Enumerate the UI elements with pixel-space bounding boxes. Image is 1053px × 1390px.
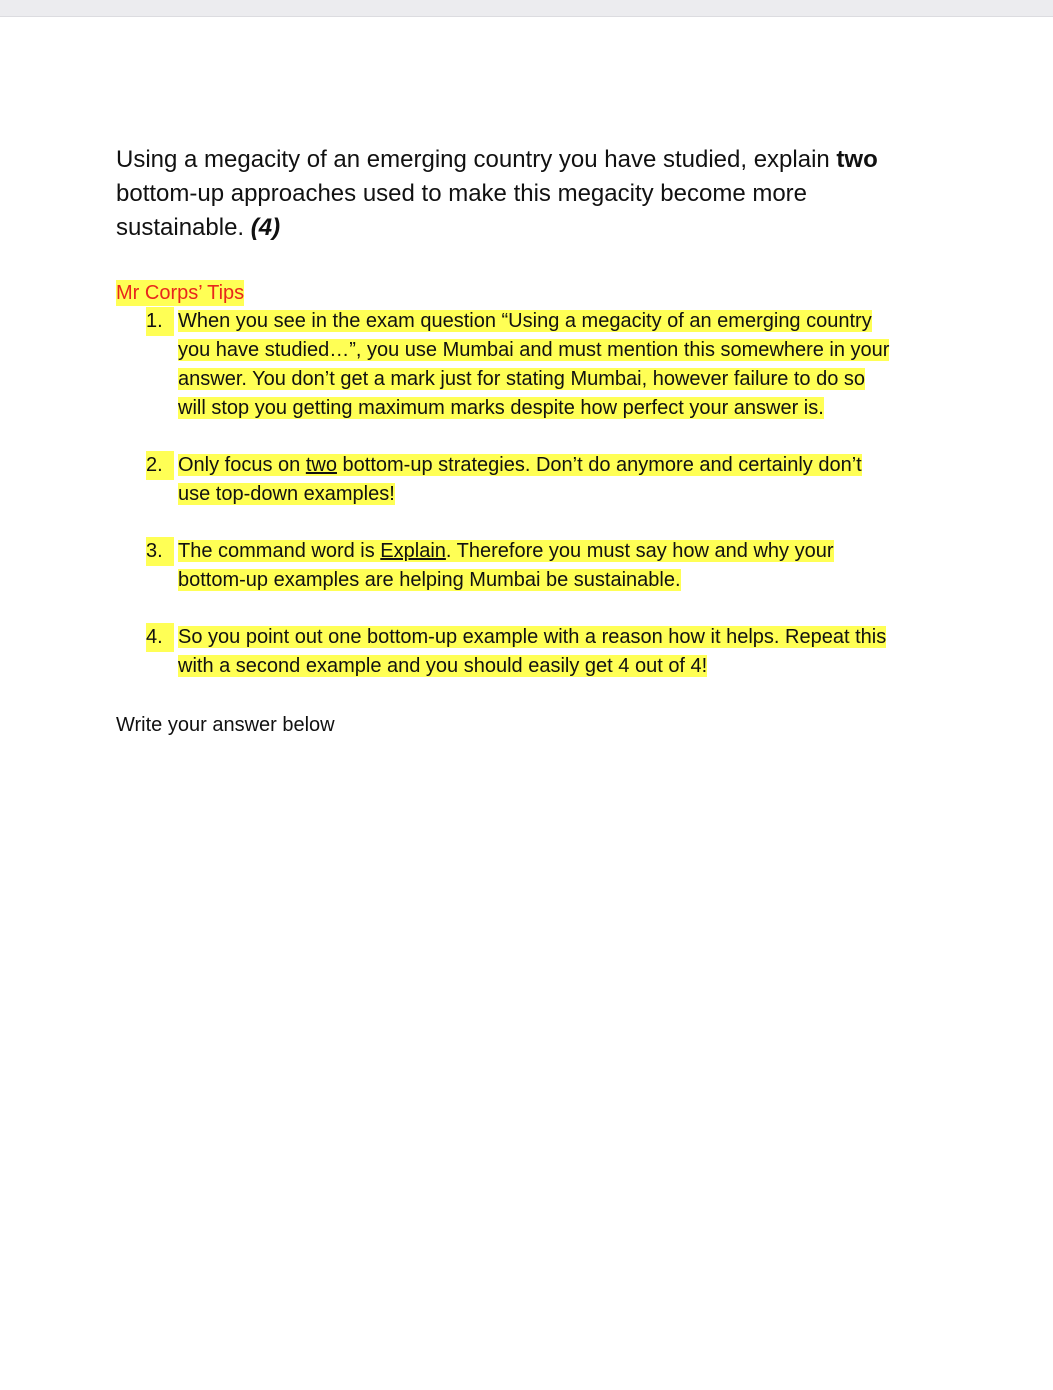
question-text-part1: Using a megacity of an emerging country you have studied, explain xyxy=(116,146,837,173)
tip-number: 2. xyxy=(146,451,174,480)
tip-underlined-word: Explain xyxy=(380,540,446,562)
tip-item-3 xyxy=(146,537,946,595)
tip-item-4 xyxy=(146,623,946,681)
tip-underlined-word: two xyxy=(305,454,337,476)
answer-label: Write your answer below xyxy=(116,714,335,736)
tip-number: 1. xyxy=(146,307,174,336)
tips-title: Mr Corps’ Tips xyxy=(116,282,245,304)
tip-text: bottom-up strategies. Don’t do anymore and certainly don’t xyxy=(336,454,862,476)
tip-line: will stop you getting maximum marks despite how perfect your answer is. xyxy=(178,397,824,419)
tip-number: 4. xyxy=(146,623,174,652)
tip-line: with a second example and you should easily get 4 out of 4! xyxy=(178,655,708,677)
tip-line: use top-down examples! xyxy=(178,483,395,505)
tip-number: 3. xyxy=(146,537,174,566)
exam-question xyxy=(116,143,916,245)
viewer-top-bar xyxy=(0,0,1053,17)
question-bold-word: two xyxy=(836,146,878,173)
question-marks: (4) xyxy=(250,214,281,241)
tip-line: So you point out one bottom-up example with a reason how it helps. Repeat this xyxy=(178,626,887,648)
tip-text: Only focus on xyxy=(178,454,306,476)
tip-line: answer. You don’t get a mark just for stating Mumbai, however failure to do so xyxy=(178,368,866,390)
document-page xyxy=(0,17,1053,1390)
tip-text: . Therefore you must say how and why your xyxy=(445,540,834,562)
tip-line: you have studied…”, you use Mumbai and must mention this somewhere in your xyxy=(178,339,890,361)
tip-item-2 xyxy=(146,451,946,509)
question-text-part2: bottom-up approaches used to make this megacity become more sustainable. xyxy=(116,180,808,241)
tip-line: When you see in the exam question “Using a megacity of an emerging country xyxy=(178,310,872,332)
tips-list xyxy=(146,307,946,681)
tip-text: The command word is xyxy=(178,540,381,562)
tip-item-1 xyxy=(146,307,946,423)
tip-line: bottom-up examples are helping Mumbai be sustainable. xyxy=(178,569,681,591)
